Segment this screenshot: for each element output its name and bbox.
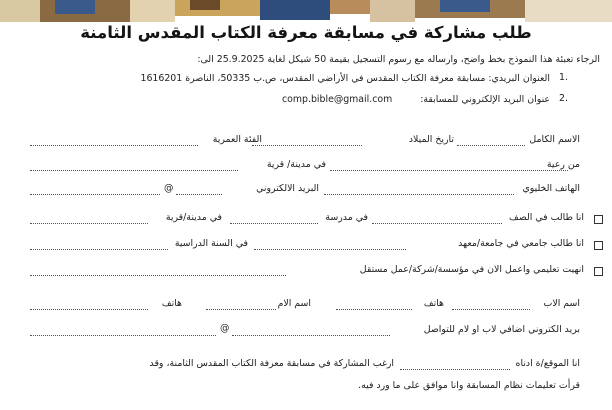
parish-label: من رعية <box>546 159 580 170</box>
parent-email-label: بريد الكتروني اضافي لاب او لام للتواصل <box>423 324 580 335</box>
age-group-label: الفئة العمرية <box>212 134 262 145</box>
father-name-field[interactable] <box>452 309 530 310</box>
father-name-label: اسم الاب <box>543 298 580 309</box>
header-artwork <box>0 0 612 22</box>
school-student-checkbox[interactable] <box>594 215 603 224</box>
school-grade-field[interactable] <box>372 223 502 224</box>
email-user-field[interactable] <box>176 194 222 195</box>
mother-name-field[interactable] <box>206 309 276 310</box>
age-group-field[interactable] <box>30 145 198 146</box>
email-domain-field[interactable] <box>30 194 160 195</box>
email-number: 2. <box>559 93 568 104</box>
signee-name-field[interactable] <box>400 369 510 370</box>
email-at-sign: @ <box>164 183 174 194</box>
instructions-text: الرجاء تعبئة هذا النموذج بخط واضح، وارساله مع رسوم التسجيل بقيمة 50 شيكل لغاية 25.9.2025 الى: <box>197 54 600 65</box>
father-phone-label: هاتف <box>423 298 444 309</box>
postal-address-text: العنوان البريدي: مسابقة معرفة الكتاب المقدس في الأراضي المقدس، ص.ب 50335، الناصرة 1616201 <box>140 73 550 84</box>
university-field[interactable] <box>254 249 406 250</box>
study-year-field[interactable] <box>30 249 168 250</box>
parent-email-domain-field[interactable] <box>30 335 216 336</box>
city-field[interactable] <box>30 170 238 171</box>
parent-email-user-field[interactable] <box>232 335 390 336</box>
city-label: في مدينة/ قرية <box>266 159 326 170</box>
mother-phone-field[interactable] <box>30 309 148 310</box>
school-city-label: في مدينة/قرية <box>165 212 222 223</box>
school-name-field[interactable] <box>230 223 318 224</box>
university-student-checkbox[interactable] <box>594 241 603 250</box>
address-number: 1. <box>559 72 568 83</box>
graduate-label: انهيت تعليمي واعمل الان في مؤسسة/شركة/عمل مستقل <box>359 264 584 275</box>
form-title: طلب مشاركة في مسابقة معرفة الكتاب المقدس الثامنة <box>80 23 532 42</box>
full-name-label: الاسم الكامل <box>529 134 580 145</box>
university-label: انا طالب جامعي في جامعة/معهد <box>458 238 584 249</box>
mother-name-label: اسم الام <box>277 298 311 309</box>
full-name-field[interactable] <box>457 145 525 146</box>
declaration-text-1: ارغب المشاركة في مسابقة معرفة الكتاب المقدس الثامنة، وقد <box>149 358 394 369</box>
study-year-label: في السنة الدراسية <box>174 238 248 249</box>
school-city-field[interactable] <box>30 223 148 224</box>
mobile-label: الهاتف الخليوي <box>522 183 580 194</box>
competition-email-value: comp.bible@gmail.com <box>282 94 393 105</box>
footer-artwork <box>150 402 180 410</box>
birth-date-field[interactable] <box>252 145 362 146</box>
parish-field[interactable] <box>330 170 568 171</box>
declaration-text-2: قرأت تعليمات نظام المسابقة وانا موافق على ما ورد فيه. <box>358 380 580 391</box>
declaration-signee-label: انا الموقع/ة ادناه <box>515 358 580 369</box>
parent-email-at-sign: @ <box>220 323 230 334</box>
workplace-field[interactable] <box>30 275 286 276</box>
birth-date-label: تاريخ الميلاد <box>408 134 454 145</box>
graduate-checkbox[interactable] <box>594 267 603 276</box>
mother-phone-label: هاتف <box>161 298 182 309</box>
school-grade-label: انا طالب في الصف <box>509 212 584 223</box>
competition-email-label: عنوان البريد الإلكتروني للمسابقة: <box>420 94 550 105</box>
father-phone-field[interactable] <box>336 309 412 310</box>
email-label: البريد الالكتروني <box>256 183 319 194</box>
mobile-field[interactable] <box>324 194 514 195</box>
school-name-label: في مدرسة <box>325 212 368 223</box>
